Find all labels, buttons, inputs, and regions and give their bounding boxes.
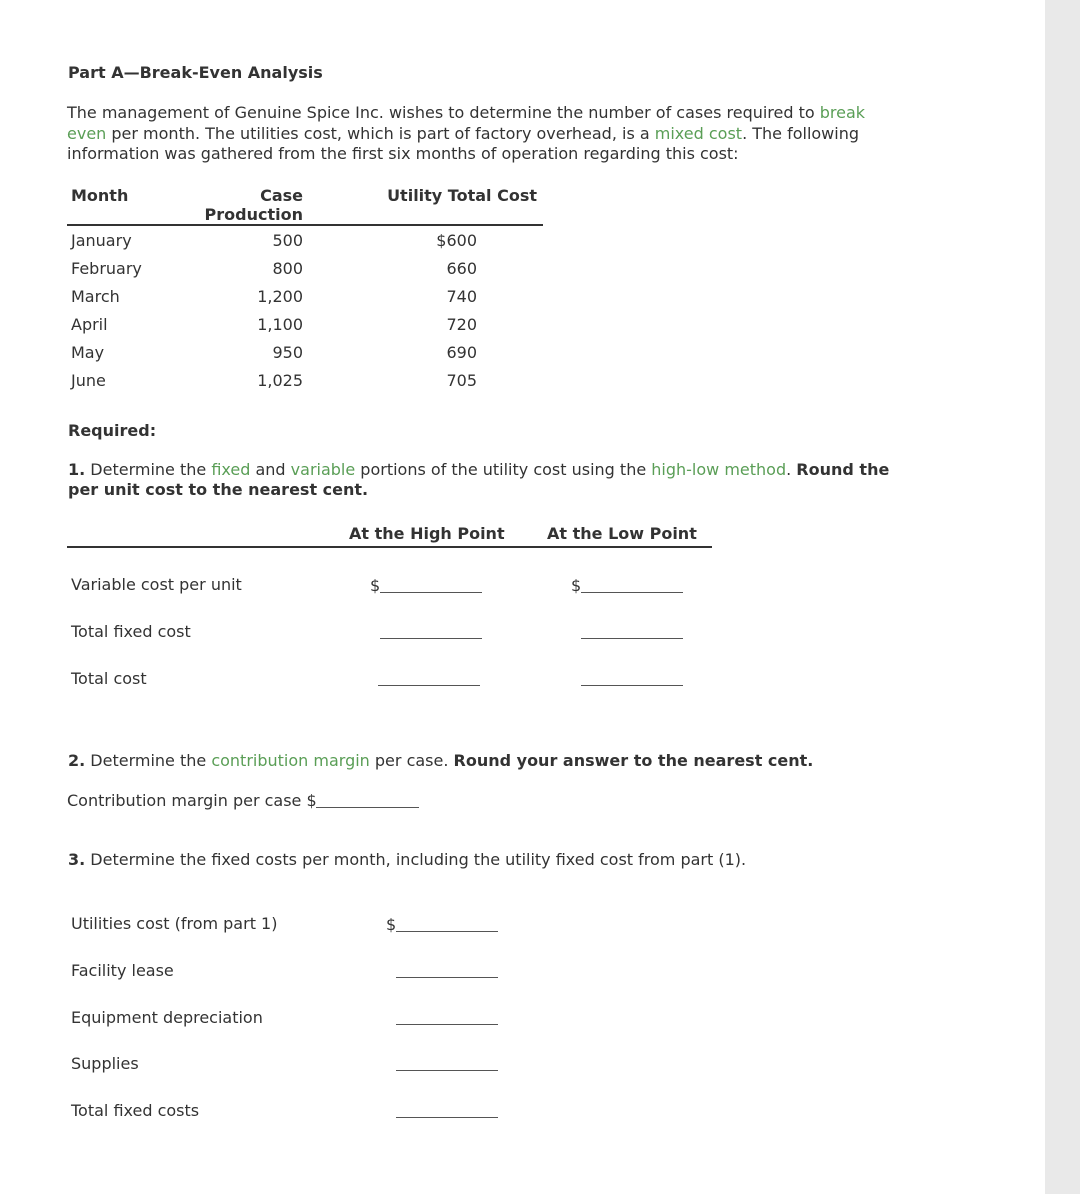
table-row — [67, 282, 543, 310]
cell-utility-cost: 705 — [446, 370, 477, 390]
cell-case-production: 500 — [272, 230, 303, 250]
variable-cost-high-input[interactable] — [380, 592, 482, 593]
cell-utility-cost: 660 — [446, 258, 477, 278]
cell-utility-cost: 690 — [446, 342, 477, 362]
question-text: and — [250, 460, 291, 479]
question-1 — [68, 460, 913, 500]
question-number: 1. — [68, 460, 86, 479]
facility-lease-input[interactable] — [396, 977, 498, 978]
question-number: 2. — [68, 751, 86, 770]
col-header-case-production: Case Production — [201, 186, 303, 225]
total-fixed-costs-input[interactable] — [396, 1117, 498, 1118]
question-text: Determine the fixed costs per month, including the utility fixed cost from part (1). — [85, 850, 747, 869]
variable-cost-low-input[interactable] — [581, 592, 683, 593]
question-text: Determine the — [85, 751, 212, 770]
cell-utility-cost: 720 — [446, 314, 477, 334]
total-fixed-cost-high-input[interactable] — [380, 638, 482, 639]
intro-text: The management of Genuine Spice Inc. wishes to determine the number of cases required to — [67, 103, 820, 122]
rounding-instruction: Round your answer to the nearest cent. — [453, 751, 814, 770]
row-label-total-fixed-costs: Total fixed costs — [71, 1101, 200, 1120]
cell-month: June — [71, 370, 106, 390]
row-label-utilities-cost: Utilities cost (from part 1) — [71, 914, 278, 933]
row-label-facility-lease: Facility lease — [71, 961, 174, 980]
header-rule — [67, 546, 712, 548]
cell-utility-cost: 740 — [446, 286, 477, 306]
question-2 — [68, 751, 813, 770]
cell-utility-cost: $600 — [436, 230, 477, 250]
cell-month: May — [71, 342, 105, 362]
row-label-variable-cost-per-unit: Variable cost per unit — [71, 575, 242, 594]
cell-month: January — [71, 230, 132, 250]
table-row — [67, 366, 543, 394]
rounding-instruction: Round the per unit cost to the nearest cent. — [68, 460, 890, 499]
mixed-cost-link[interactable]: mixed cost — [654, 123, 743, 143]
table-row — [67, 338, 543, 366]
supplies-input[interactable] — [396, 1070, 498, 1071]
fixed-link[interactable]: fixed — [211, 460, 251, 479]
dollar-sign: $ — [571, 576, 582, 595]
dollar-sign: $ — [386, 915, 397, 934]
contribution-margin-link[interactable]: contribution margin — [211, 751, 370, 770]
intro-text: . The following information was gathered from the first six months of operation regarding this cost: — [67, 123, 860, 163]
cell-month: February — [71, 258, 142, 278]
total-cost-low-input[interactable] — [581, 685, 683, 686]
row-label-supplies: Supplies — [71, 1054, 139, 1073]
cell-month: April — [71, 314, 108, 334]
col-header-high-point: At the High Point — [349, 524, 505, 543]
cell-case-production: 1,100 — [257, 314, 303, 334]
row-label-total-fixed-cost: Total fixed cost — [71, 622, 191, 641]
dollar-sign: $ — [370, 576, 381, 595]
utilities-cost-input[interactable] — [396, 931, 498, 932]
intro-paragraph — [67, 103, 897, 165]
intro-text: per month. The utilities cost, which is part of factory overhead, is a — [106, 123, 655, 143]
utility-cost-table — [67, 186, 543, 394]
variable-link[interactable]: variable — [290, 460, 356, 479]
question-text: per case. — [369, 751, 454, 770]
col-header-month: Month — [67, 186, 201, 225]
contribution-margin-label: Contribution margin per case $ — [67, 791, 317, 810]
high-low-method-link[interactable]: high-low method — [651, 460, 787, 479]
cell-case-production: 800 — [272, 258, 303, 278]
scrollbar[interactable] — [1045, 0, 1080, 1194]
break-even-link[interactable]: break even — [67, 103, 866, 143]
question-number: 3. — [68, 850, 86, 869]
question-3 — [68, 850, 746, 869]
total-cost-high-input[interactable] — [378, 685, 480, 686]
total-fixed-cost-low-input[interactable] — [581, 638, 683, 639]
table-row — [67, 310, 543, 338]
cell-case-production: 1,200 — [257, 286, 303, 306]
col-header-utility-total-cost: Utility Total Cost — [303, 186, 543, 225]
cell-case-production: 1,025 — [257, 370, 303, 390]
contribution-margin-input[interactable] — [316, 807, 419, 808]
question-text: . — [786, 460, 797, 479]
page-title: Part A—Break-Even Analysis — [68, 63, 323, 82]
table-row — [67, 254, 543, 282]
question-text: portions of the utility cost using the — [355, 460, 652, 479]
cell-case-production: 950 — [272, 342, 303, 362]
row-label-total-cost: Total cost — [71, 669, 147, 688]
required-label: Required: — [68, 421, 157, 440]
table-row — [67, 225, 543, 254]
equipment-depreciation-input[interactable] — [396, 1024, 498, 1025]
col-header-low-point: At the Low Point — [547, 524, 697, 543]
cell-month: March — [71, 286, 120, 306]
question-text: Determine the — [85, 460, 212, 479]
row-label-equipment-depreciation: Equipment depreciation — [71, 1008, 263, 1027]
